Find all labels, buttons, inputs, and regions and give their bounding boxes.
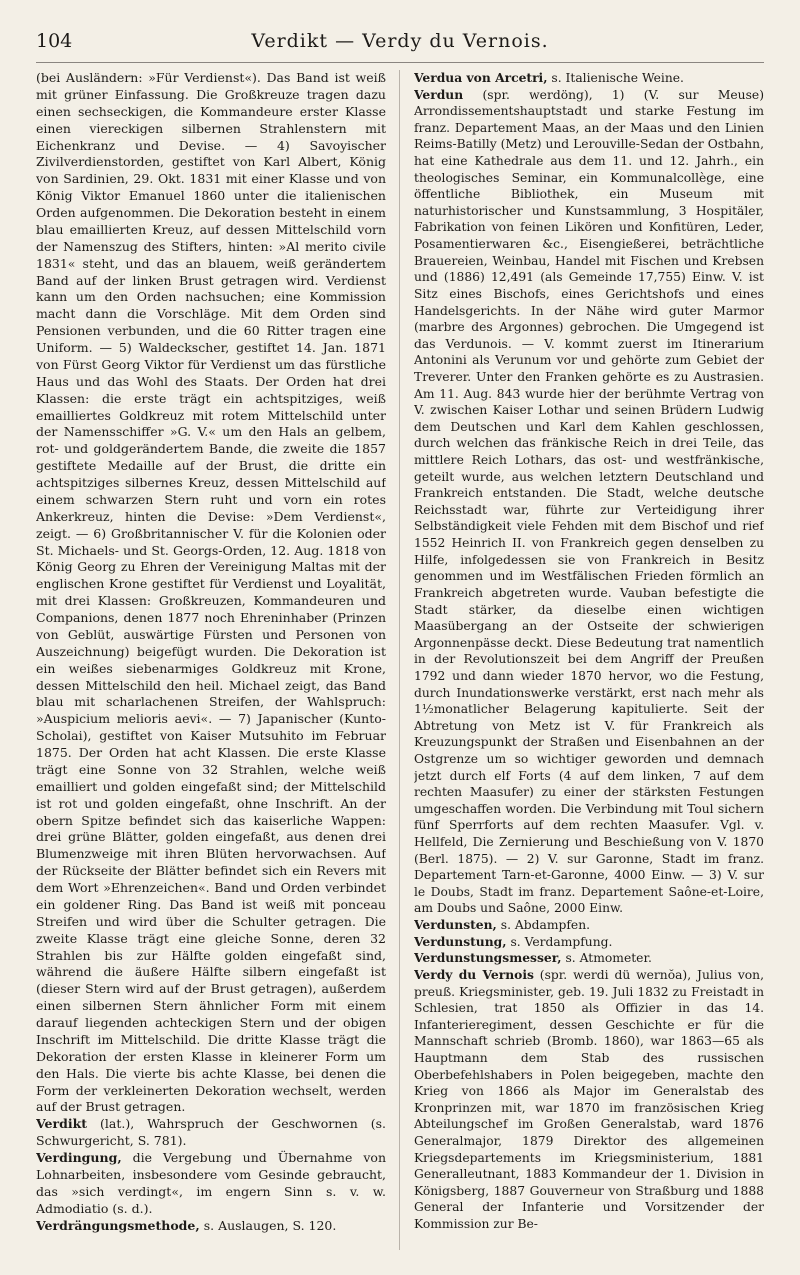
entry-headword: Verdunsten,	[414, 917, 497, 933]
entry-verdua	[414, 70, 764, 87]
entry-text: s. Abdampfen.	[496, 918, 591, 933]
entry-verdraengungsmethode	[36, 1218, 386, 1235]
entry-verdunstung	[414, 934, 764, 951]
entry-verdy-du-vernois	[414, 967, 764, 1233]
entry-headword: Verdunstung,	[414, 933, 507, 949]
page-header	[36, 30, 764, 58]
entry-text: s. Italienische Weine.	[547, 71, 684, 85]
left-column	[36, 70, 386, 1250]
entry-text: die Vergebung und Übernahme von Lohnarbeiten, insbesondere vom Gesinde gebraucht, das »sich verdingt«, im engern Sinn s. v. w. Admodiatio (s. d.).	[36, 1150, 386, 1216]
entry-headword: Verdrängungsmethode,	[36, 1217, 200, 1233]
column-divider	[399, 70, 400, 1250]
running-title: Verdikt — Verdy du Vernois.	[251, 30, 549, 52]
header-rule	[36, 62, 764, 63]
entry-text: (spr. werdöng), 1) (V. sur Meuse) Arrondissementshauptstadt und starke Festung im franz. Departement Maas, an der Maas und den Linien Reims-Batilly (Metz) und Lerouville-Sedan der Ostbahn, hat eine Kathedrale aus dem 11. und 12. Jahrh., ein theologisches Seminar, ein Kommunalcollège, eine öffentliche Bibliothek, ein Museum mit naturhistorischer und Kunstsammlung, 3 Hospitäler, Fabrikation von feinen Likören und Konfitüren, Leder, Posamentierwaren &c., Eisengießerei, beträchtliche Brauereien, Weinbau, Handel mit Fischen und Krebsen und (1886) 12,491 (als Gemeinde 17,755) Einw. V. ist Sitz eines Bischofs, eines Gerichtshofs und eines Handelsgerichts. In der Nähe wird guter Marmor (marbre des Argonnes) gebrochen. Die Umgegend ist das Verdunois. — V. kommt zuerst im Itinerarium Antonini als Verunum vor und gehörte zum Gebiet der Treverer. Unter den Franken gehörte es zu Austrasien. Am 11. Aug. 843 wurde hier der berühmte Vertrag von V. zwischen Kaiser Lothar und seinen Brüdern Ludwig dem Deutschen und Karl dem Kahlen geschlossen, durch welchen das fränkische Reich in drei Teile, das mittlere Reich Lothars, das ost- und westfränkische, geteilt wurde, aus welchen letztern Deutschland und Frankreich entstanden. Die Stadt, welche deutsche Reichsstadt war, führte zur Verteidigung ihrer Selbständigkeit viele Fehden mit dem Bischof und rief 1552 Heinrich II. von Frankreich gegen denselben zu Hilfe, infolgedessen sie von Frankreich in Besitz genommen und im Westfälischen Frieden förmlich an Frankreich abgetreten wurde. Vauban befestigte die Stadt stärker, da dieselbe einen wichtigen Maasübergang an der Ostseite der schwierigen Argonnenpässe deckt. Diese Bedeutung trat namentlich in der Revolutionszeit bei dem Angriff der Preußen 1792 und dann wieder 1870 hervor, wo die Festung, durch Inundationswerke verstärkt, erst nach mehr als 1½monatlicher Belagerung kapitulierte. Seit der Abtretung von Metz ist V. für Frankreich als Kreuzungspunkt der Straßen und Eisenbahnen an der Ostgrenze um so wichtiger geworden und demnach jetzt durch elf Forts (4 auf dem linken, 7 auf dem rechten Maasufer) zu einer der stärksten Festungen umgeschaffen worden. Die Verbindung mit Toul sichern fünf Sperrforts auf dem rechten Maasufer. Vgl. v. Hellfeld, Die Zernierung und Beschießung von V. 1870 (Berl. 1875). — 2) V. sur Garonne, Stadt im franz. Departement Tarn-et-Garonne, 4000 Einw. — 3) V. sur le Doubs, Stadt im franz. Departement Saône-et-Loire, am Doubs und Saône, 2000 Einw.	[414, 87, 764, 916]
entry-text: s. Auslaugen, S. 120.	[199, 1217, 337, 1233]
entry-headword: Verdun	[414, 86, 464, 102]
entry-text: s. Atmometer.	[561, 951, 652, 966]
entry-verdikt	[36, 1116, 386, 1150]
entry-verdunstungsmesser	[414, 950, 764, 967]
entry-headword: Verdingung,	[36, 1150, 122, 1165]
entry-headword: Verdikt	[36, 1116, 88, 1132]
entry-text: s. Verdampfung.	[506, 934, 613, 949]
right-column	[414, 70, 764, 1250]
entry-headword: Verdunstungsmesser,	[414, 950, 562, 966]
entry-continuation	[36, 70, 386, 1116]
page-number: 104	[36, 30, 73, 52]
entry-verdun	[414, 87, 764, 917]
entry-verdunsten	[414, 917, 764, 934]
entry-text: (lat.), Wahrspruch der Geschwornen (s. Schwurgericht, S. 781).	[36, 1116, 386, 1149]
entry-headword: Verdy du Vernois	[414, 966, 534, 982]
entry-verdingung	[36, 1150, 386, 1218]
entry-headword: Verdua von Arcetri,	[414, 70, 548, 85]
entry-text: (spr. werdi dü wernŏa), Julius von, preuß. Kriegsminister, geb. 19. Juli 1832 zu Freistadt in Schlesien, trat 1850 als Offizier in das 14. Infanterieregiment, dessen Geschichte er für die Mannschaft schrieb (Bromb. 1860), war 1863—65 als Hauptmann dem Stab des russischen Oberbefehlshabers in Polen beigegeben, machte den Krieg von 1866 als Major im Generalstab des Kronprinzen mit, war 1870 im französischen Krieg Abteilungschef im Großen Generalstab, ward 1876 Generalmajor, 1879 Direktor des allgemeinen Kriegsdepartements im Kriegsministerium, 1881 Generalleutnant, 1883 Kommandeur der 1. Division in Königsberg, 1887 Gouverneur von Straßburg und 1888 General der Infanterie und Vorsitzender der Kommission zur Be-	[414, 967, 764, 1232]
entry-text: (bei Ausländern: »Für Verdienst«). Das Band ist weiß mit grüner Einfassung. Die Großkreuze tragen dazu einen sechseckigen, die Kommandeure erster Klasse einen viereckigen silbernen Strahlenstern mit Eichenkranz und Devise. — 4) Savoyischer Zivilverdienstorden, gestiftet von Karl Albert, König von Sardinien, 29. Okt. 1831 mit einer Klasse und von König Viktor Emanuel 1860 unter die italienischen Orden aufgenommen. Die Dekoration besteht in einem blau emaillierten Kreuz, auf dessen Mittelschild vorn der Namenszug des Stifters, hinten: »Al merito civile 1831« steht, und das an blauem, weiß gerändertem Band auf der linken Brust getragen wird. Verdienst kann um den Orden nachsuchen; eine Kommission macht dann die Vorschläge. Mit dem Orden sind Pensionen verbunden, und die 60 Ritter tragen eine Uniform. — 5) Waldeckscher, gestiftet 14. Jan. 1871 von Fürst Georg Viktor für Verdienst um das fürstliche Haus und das Wohl des Staats. Der Orden hat drei Klassen: die erste trägt ein achtspitziges, weiß emailliertes Goldkreuz mit rotem Mittelschild unter der Namensschiffer »G. V.« um den Hals an gelbem, rot- und goldgerändertem Bande, die zweite die 1857 gestiftete Medaille auf der Brust, die dritte ein achtspitziges silbernes Kreuz, dessen Mittelschild auf einem schwarzen Stern ruht und vorn ein rotes Ankerkreuz, hinten die Devise: »Dem Verdienst«, zeigt. — 6) Großbritannischer V. für die Kolonien oder St. Michaels- und St. Georgs-Orden, 12. Aug. 1818 von König Georg zu Ehren der Vereinigung Maltas mit der englischen Krone gestiftet für Verdienst und Loyalität, mit drei Klassen: Großkreuzen, Kommandeuren und Companions, denen 1877 noch Ehreninhaber (Prinzen von Geblüt, auswärtige Fürsten und Personen von Auszeichnung) beigefügt wurden. Die Dekoration ist ein weißes siebenarmiges Goldkreuz mit Krone, dessen Mittelschild den heil. Michael zeigt, das Band blau mit scharlachenen Streifen, der Wahlspruch: »Auspicium melioris aevi«. — 7) Japanischer (Kunto-Scholai), gestiftet von Kaiser Mutsuhito im Februar 1875. Der Orden hat acht Klassen. Die erste Klasse trägt eine Sonne von 32 Strahlen, welche weiß emailliert und golden eingefaßt sind; der Mittelschild ist rot und golden eingefaßt, ohne Inschrift. An der obern Spitze befindet sich das kaiserliche Wappen: drei grüne Blätter, golden eingefaßt, aus denen drei Blumenzweige mit ihren Blüten hervorwachsen. Auf der Rückseite der Blätter befindet sich ein Revers mit dem Wort »Ehrenzeichen«. Band und Orden verbindet ein goldener Ring. Das Band ist weiß mit ponceau Streifen und wird über die Schulter getragen. Die zweite Klasse trägt eine gleiche Sonne, deren 32 Strahlen bis zur Hälfte golden eingefaßt sind, während die äußere Hälfte silbern eingefaßt ist (dieser Stern wird auf der Brust getragen), außerdem einen silbernen Stern ähnlicher Form mit einem darauf liegenden achteckigen Stern und der obigen Inschrift im Mittelschild. Die dritte Klasse trägt die Dekoration der ersten Klasse in kleinerer Form um den Hals. Die vierte bis achte Klasse, bei denen die Form der verkleinerten Dekoration wechselt, werden auf der Brust getragen.	[36, 70, 386, 1115]
